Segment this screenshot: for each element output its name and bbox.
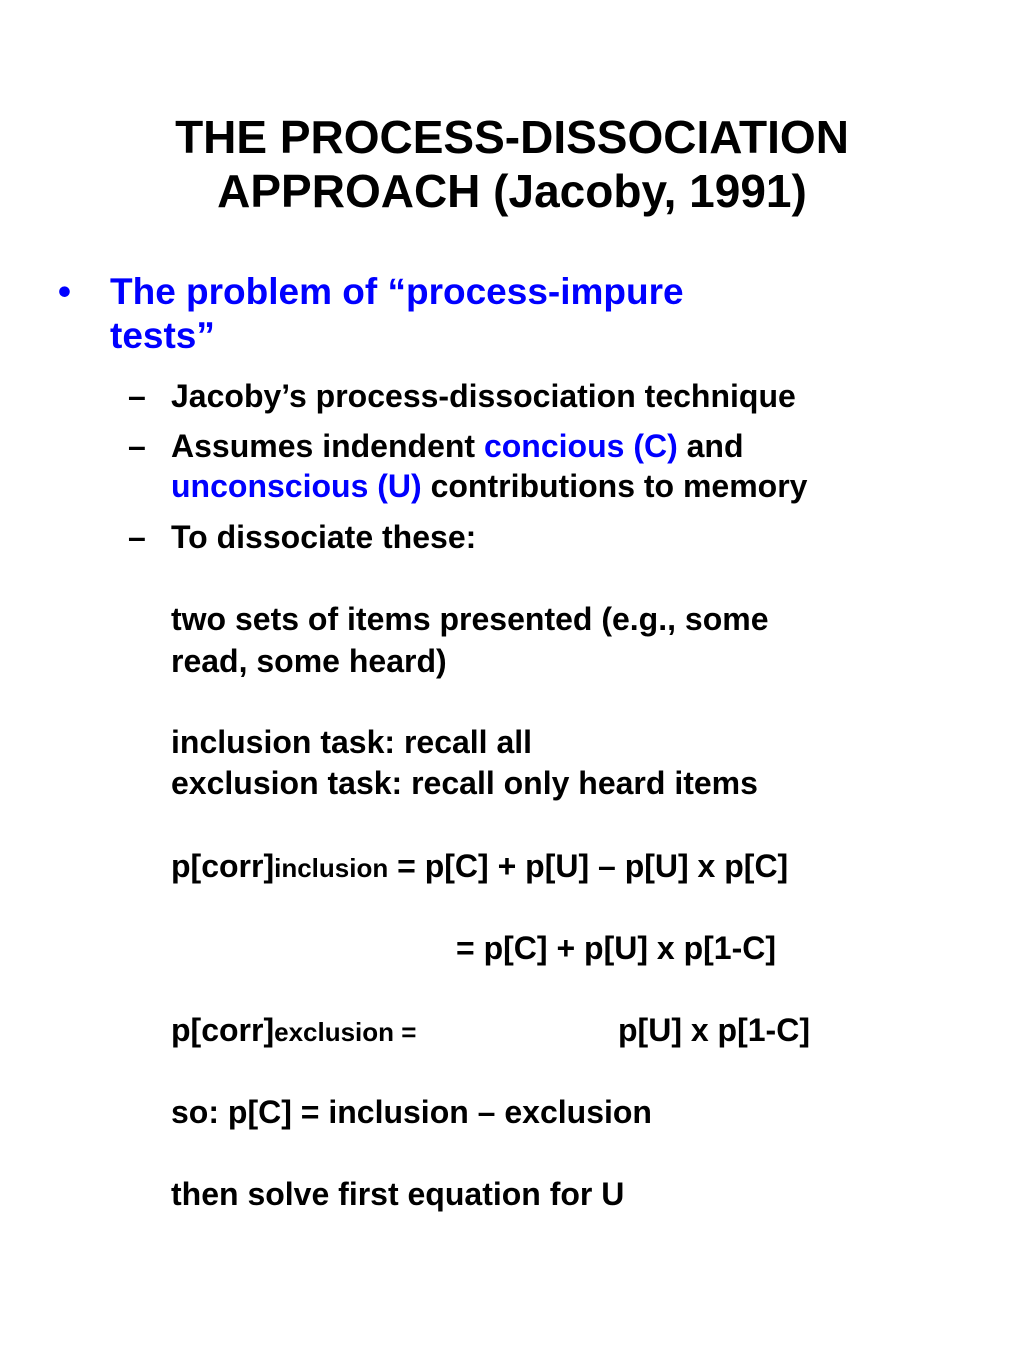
equation-inclusion-subscript: inclusion: [274, 853, 389, 883]
assumes-part-3: contributions to memory: [421, 468, 808, 504]
dash-icon: –: [128, 519, 146, 555]
equation-inclusion-simplified: = p[C] + p[U] x p[1-C]: [456, 930, 776, 966]
so-line: so: p[C] = inclusion – exclusion: [171, 1094, 652, 1130]
equation-exclusion-rest: p[U] x p[1-C]: [618, 1012, 810, 1048]
bullet-marker-icon: •: [58, 271, 71, 312]
unconscious-term: unconscious (U): [171, 468, 422, 504]
sets-line-1: two sets of items presented (e.g., some: [171, 601, 769, 637]
sets-line-2: read, some heard): [171, 643, 447, 679]
slide-title: [0, 110, 1024, 218]
sub-item-technique-text: Jacoby’s process-dissociation technique: [171, 378, 796, 414]
sub-item-assumes-text: [171, 426, 971, 506]
title-line-2: APPROACH (Jacoby, 1991): [217, 165, 807, 217]
main-bullet-line-1: The problem of “process-impure: [110, 271, 684, 312]
assumes-line-2: [171, 466, 971, 506]
equation-exclusion: [171, 1010, 416, 1052]
assumes-part-1: Assumes indendent: [171, 428, 484, 464]
equation-inclusion: [171, 846, 788, 888]
inclusion-task-text: inclusion task: recall all: [171, 724, 533, 760]
assumes-line-1: [171, 426, 971, 466]
main-bullet-text: [110, 270, 870, 358]
equation-exclusion-prefix: p[corr]: [171, 1012, 275, 1048]
then-line: then solve first equation for U: [171, 1176, 625, 1212]
equation-exclusion-subscript: exclusion =: [274, 1017, 417, 1047]
equation-inclusion-rest: = p[C] + p[U] – p[U] x p[C]: [388, 848, 789, 884]
equation-inclusion-prefix: p[corr]: [171, 848, 275, 884]
main-bullet-line-2: tests”: [110, 315, 215, 356]
sub-item-dissociate-text: To dissociate these:: [171, 519, 477, 555]
dash-icon: –: [128, 378, 146, 414]
conscious-term: concious (C): [483, 428, 678, 464]
exclusion-task-text: exclusion task: recall only heard items: [171, 765, 758, 801]
title-line-1: THE PROCESS-DISSOCIATION: [175, 111, 849, 163]
dash-icon: –: [128, 428, 146, 464]
assumes-part-2: and: [677, 428, 744, 464]
